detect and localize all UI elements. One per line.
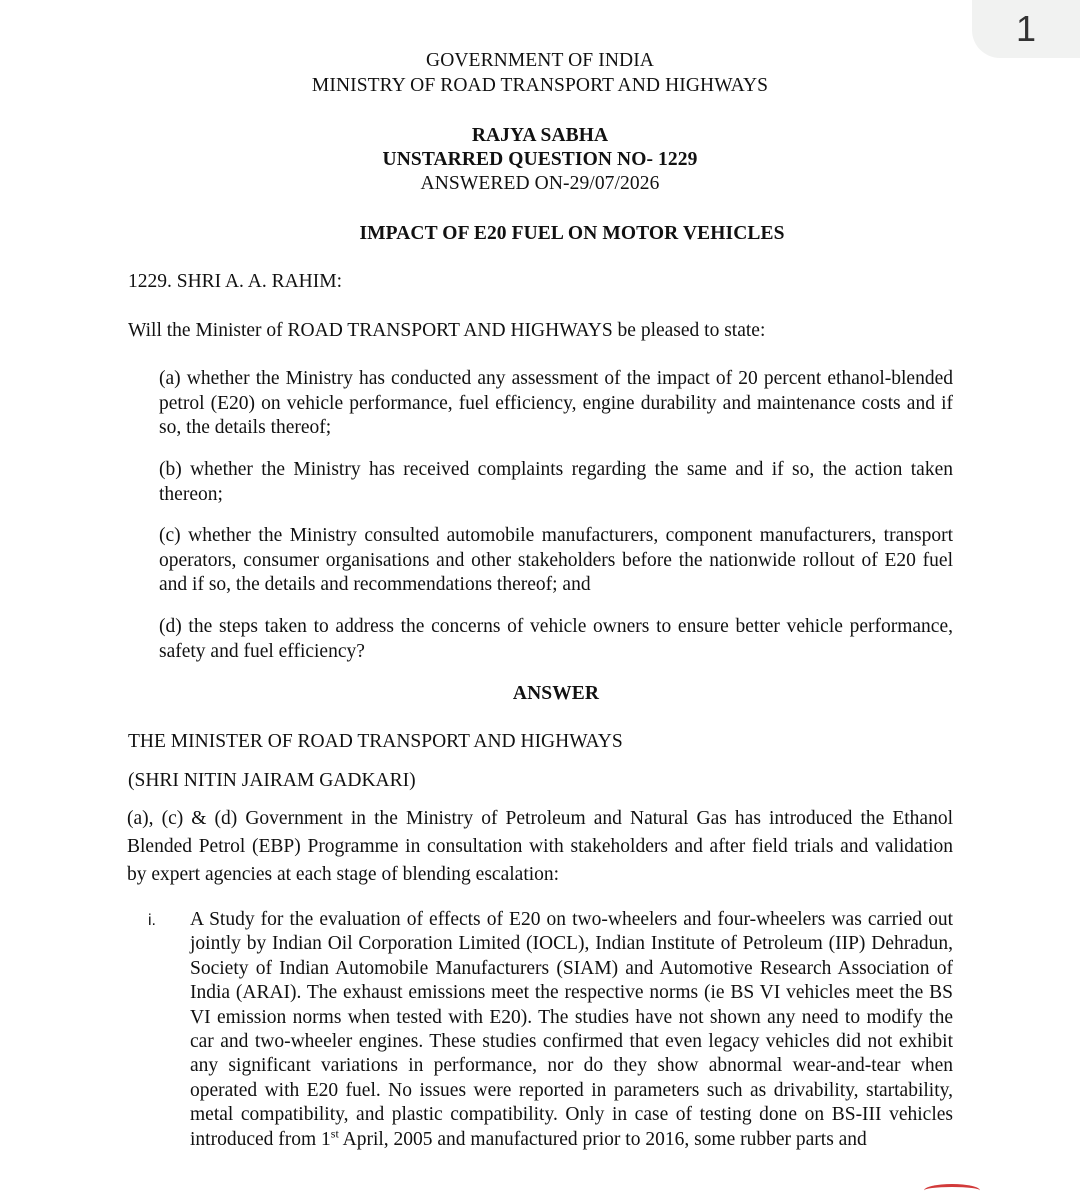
answer-point-i-text: A Study for the evaluation of effects of E20 on two-wheelers and four-wheelers was carried out jointly by Indian Oil Corporation Limited (IOCL), Indian Institute of Petroleum (IIP) Dehradun, Society of Indian Automobile Manufacturers (SIAM) and Automotive Research Association of India (ARAI). The exhaust emissions meet the respective norms (ie BS VI vehicles meet the BS VI emission norms when tested with E20). The studies have not shown any need to modify the car and two-wheeler engines. These studies confirmed that even legacy vehicles did not exhibit any significant variations in performance, nor do they show abnormal wear-and-tear when operated with E20 fuel. No issues were reported in parameters such as drivability, startability, metal compatibility, and plastic compatibility. Only in case of testing done on BS-III vehicles introduced from 1 bbox=[190, 909, 953, 1150]
page-number: 1 bbox=[1015, 8, 1037, 49]
answer-point-i-superscript: st bbox=[330, 1126, 339, 1141]
header-question-number: UNSTARRED QUESTION NO- 1229 bbox=[382, 149, 698, 170]
answer-point-i-text-continued: April, 2005 and manufactured prior to 2016, some rubber parts and bbox=[338, 1128, 867, 1150]
question-intro: Will the Minister of ROAD TRANSPORT AND HIGHWAYS be pleased to state: bbox=[128, 320, 766, 341]
answer-heading: ANSWER bbox=[512, 683, 600, 704]
header-house: RAJYA SABHA bbox=[471, 125, 609, 146]
header-government: GOVERNMENT OF INDIA bbox=[426, 50, 654, 71]
answer-point-i bbox=[190, 908, 953, 1152]
header-answered-on: ANSWERED ON-29/07/2026 bbox=[420, 173, 660, 194]
answer-reply-intro: (a), (c) & (d) Government in the Ministry of Petroleum and Natural Gas has introduced the Ethanol Blended Petrol (EBP) Programme in consultation with stakeholders and after field trials and validation by expert agencies at each stage of blending escalation: bbox=[127, 808, 953, 885]
header-ministry: MINISTRY OF ROAD TRANSPORT AND HIGHWAYS bbox=[311, 75, 769, 96]
question-part-a: (a) whether the Ministry has conducted any assessment of the impact of 20 percent ethanol-blended petrol (E20) on vehicle performance, fuel efficiency, engine durability and maintenance costs and if so, the details thereof; bbox=[159, 368, 953, 438]
question-part-d: (d) the steps taken to address the concerns of vehicle owners to ensure better vehicle performance, safety and fuel efficiency? bbox=[159, 616, 953, 662]
question-asker: 1229. SHRI A. A. RAHIM: bbox=[128, 271, 342, 292]
answer-minister-title: THE MINISTER OF ROAD TRANSPORT AND HIGHWAYS bbox=[128, 731, 623, 752]
question-title: IMPACT OF E20 FUEL ON MOTOR VEHICLES bbox=[359, 223, 785, 244]
question-part-c: (c) whether the Ministry consulted automobile manufacturers, component manufacturers, transport operators, consumer organisations and other stakeholders before the nationwide rollout of E20 fuel and if so, the details and recommendations thereof; and bbox=[159, 525, 953, 595]
question-part-b: (b) whether the Ministry has received complaints regarding the same and if so, the action taken thereon; bbox=[159, 459, 953, 505]
answer-minister-name: (SHRI NITIN JAIRAM GADKARI) bbox=[128, 770, 416, 791]
answer-point-i-marker: i. bbox=[148, 912, 156, 929]
